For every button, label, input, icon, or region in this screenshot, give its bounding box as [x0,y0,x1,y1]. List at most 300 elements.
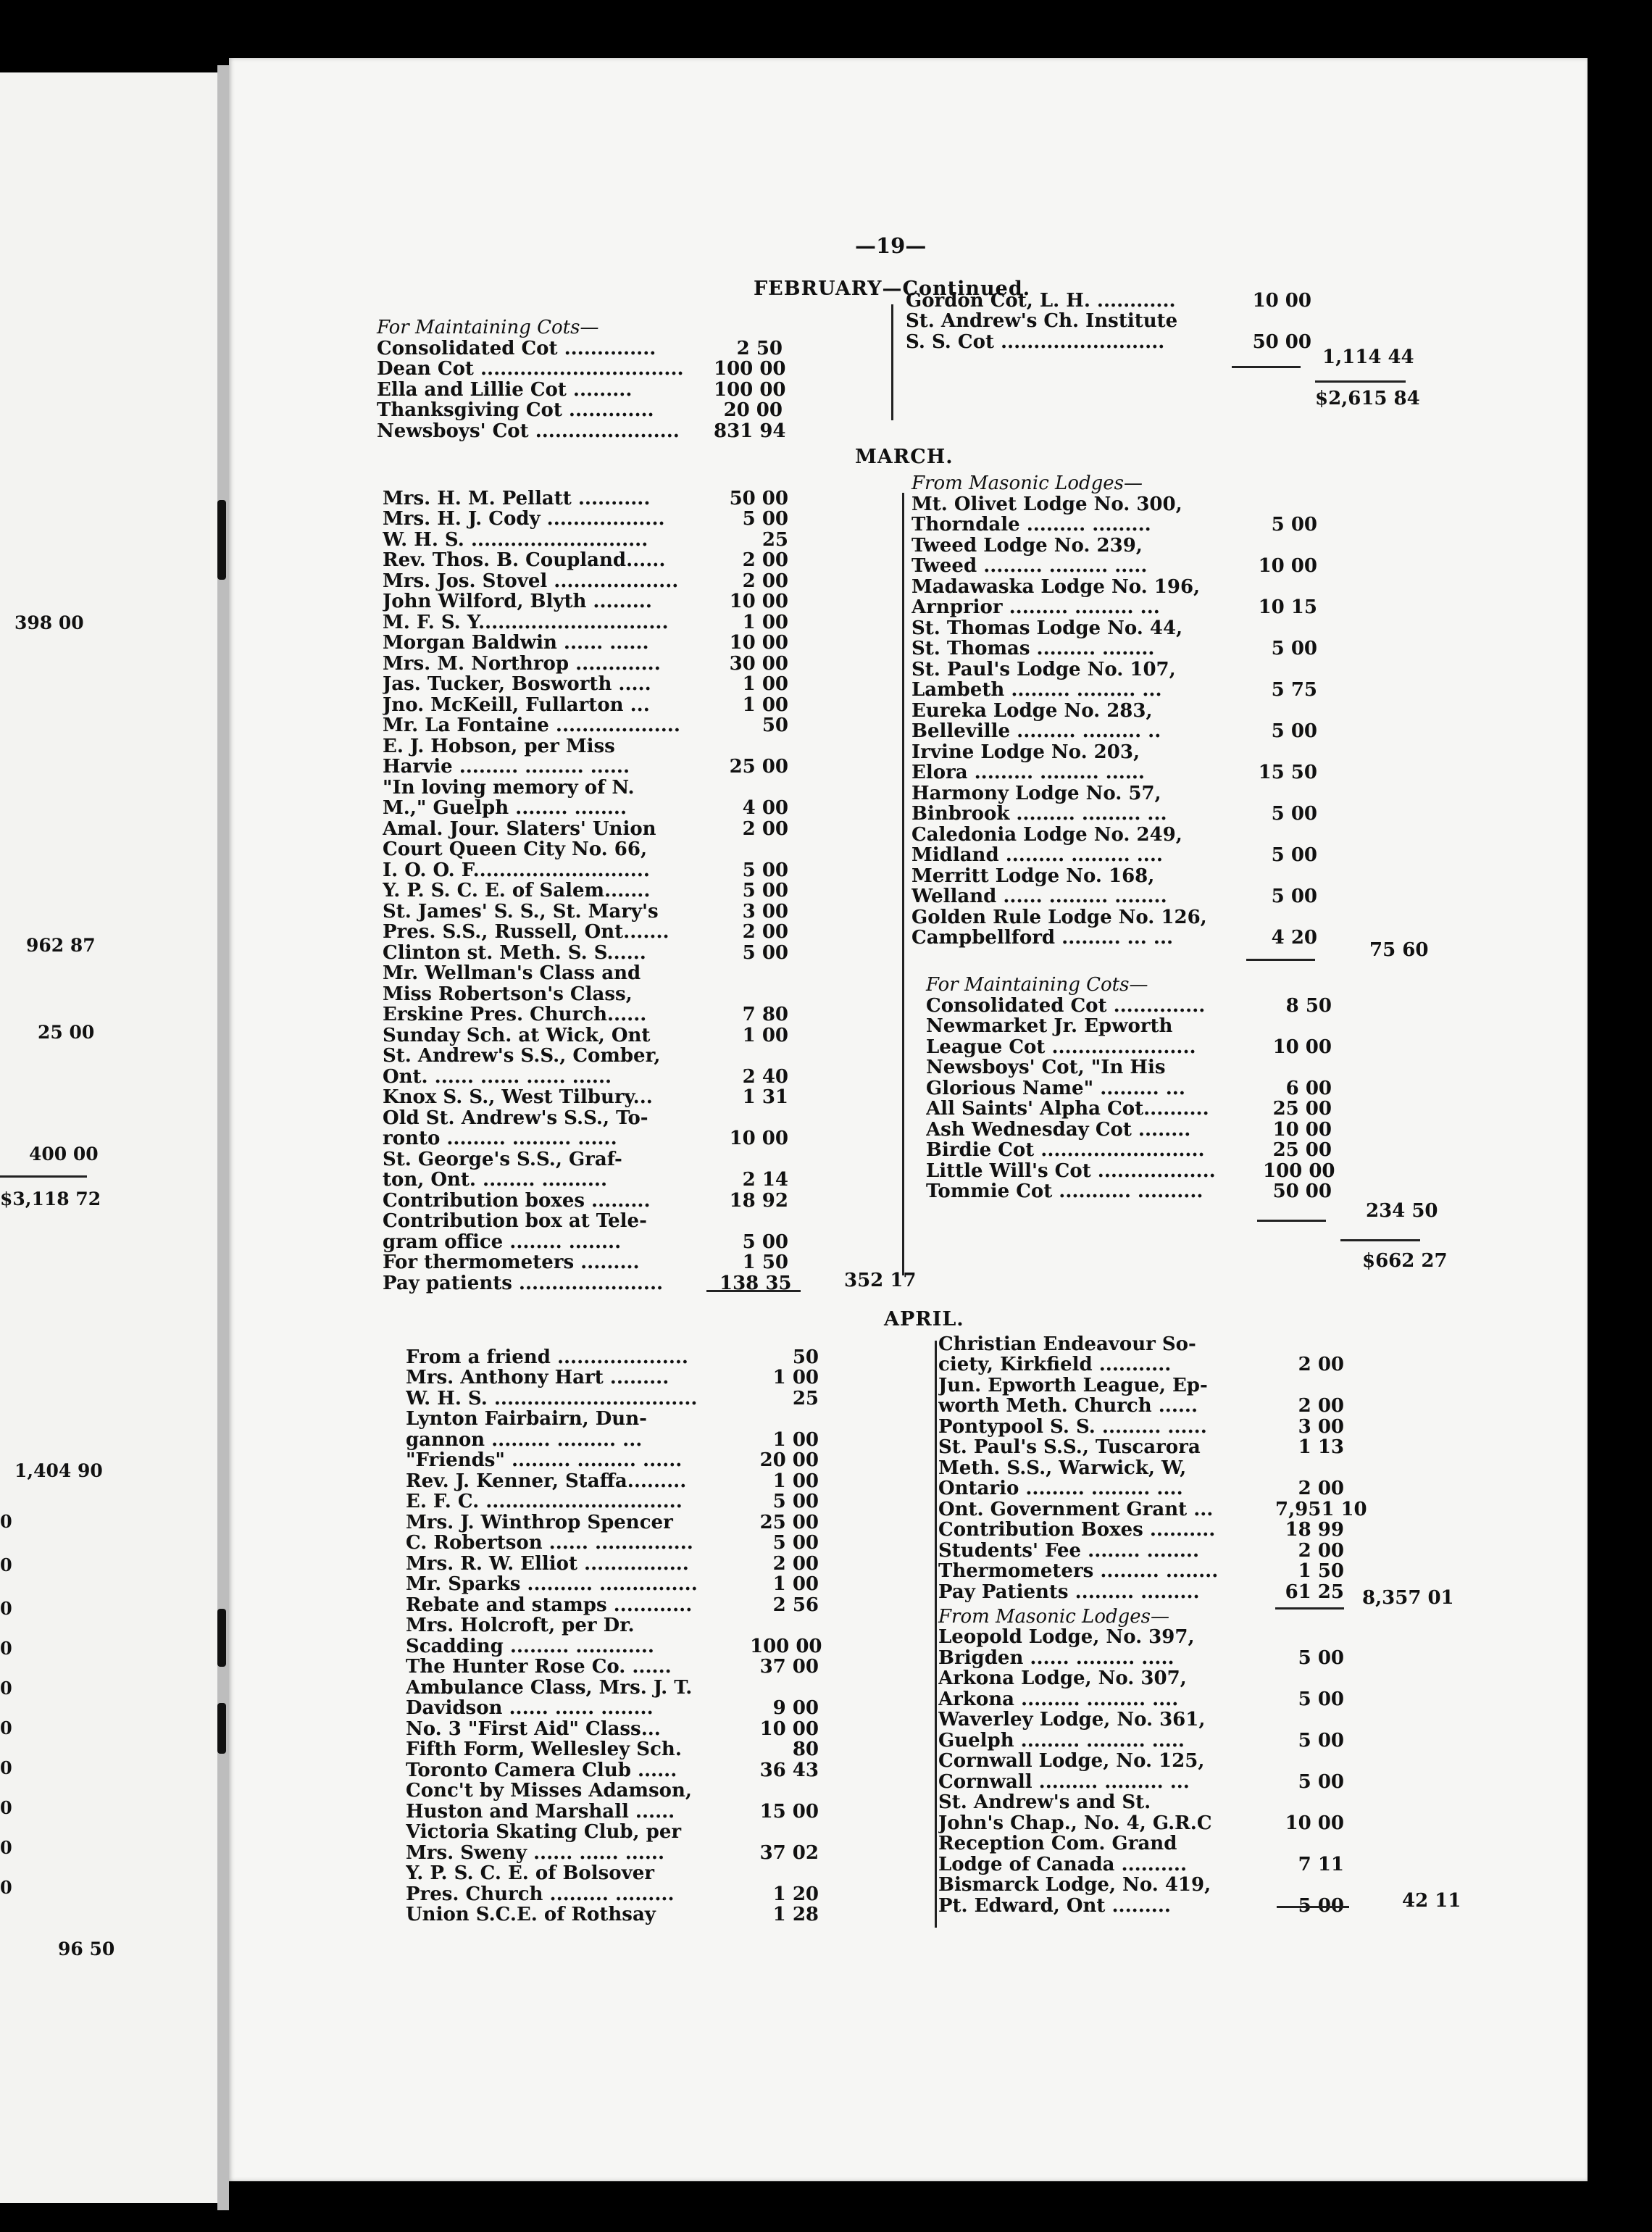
ledger-entry-amount: 1 50 [742,1252,788,1273]
ledger-entry-label: Birdie Cot ......................... [926,1140,1205,1160]
ledger-row [383,757,788,778]
ledger-row [383,1252,788,1273]
ledger-entry-amount: 10 00 [729,1128,788,1149]
ledger-entry-amount: 7 80 [742,1004,788,1025]
ledger-entry-label: Toronto Camera Club ...... [406,1760,677,1781]
march-cots-column [926,974,1335,1202]
page-number: —19— [855,233,927,258]
ledger-entry-label: Lynton Fairbairn, Dun- [406,1409,647,1429]
ledger-row [383,942,788,963]
ledger-entry-amount: 2 56 [772,1594,819,1616]
ledger-entry-label: Merritt Lodge No. 168, [911,865,1155,886]
ledger-row [911,638,1317,659]
ledger-entry-label: Little Will's Cot .................. [926,1160,1216,1181]
ledger-entry-label: Ont. Government Grant ... [938,1499,1214,1520]
ledger-entry-label: Newsboys' Cot, "In His [926,1057,1166,1078]
ledger-row [911,928,1317,949]
march-total: $662 27 [1362,1250,1448,1272]
ledger-entry-label: Ontario ......... ......... .... [938,1478,1183,1499]
sum-rule [1232,366,1301,368]
ledger-entry-amount: 2 14 [742,1169,788,1191]
ledger-entry-label: Students' Fee ........ ........ [938,1540,1200,1561]
ledger-entry-label: gram office ........ ........ [383,1231,622,1252]
ledger-row [406,1677,819,1698]
ledger-row [406,1657,819,1678]
cut-digit: 0 [0,1757,12,1778]
ledger-entry-label: Reception Com. Grand [938,1833,1177,1854]
ledger-entry-amount: 25 [792,1387,819,1409]
ledger-entry-amount: 5 00 [1271,720,1317,742]
ledger-entry-amount: 2 40 [742,1065,788,1088]
ledger-row [383,529,788,550]
ledger-entry-amount: 1 00 [742,673,788,695]
ledger-entry-amount: 4 20 [1271,927,1317,949]
sum-rule [1315,380,1406,383]
ledger-entry-label: Madawaska Lodge No. 196, [911,576,1201,597]
column-divider [902,493,904,1275]
sum-rule [1257,1220,1326,1222]
ledger-entry-amount: 2 00 [772,1552,819,1575]
ledger-entry-amount: 10 15 [1258,596,1317,618]
ledger-entry-amount: 7 11 [1298,1853,1344,1875]
ledger-entry-amount: 10 00 [759,1717,819,1740]
ledger-entry-amount: 10 00 [1252,289,1311,312]
ledger-row [406,1409,819,1430]
ledger-entry-label: St. Paul's S.S., Tuscarora [938,1437,1201,1457]
ledger-row [383,798,788,819]
ledger-entry-label: St. Andrew's Ch. Institute [906,311,1178,331]
ledger-entry-amount: 100 00 [1263,1159,1335,1182]
ledger-entry-label: M.," Guelph ........ ........ [383,798,627,818]
ledger-entry-label: Lambeth ......... ......... ... [911,680,1162,700]
ledger-row [911,535,1317,556]
ledger-row [938,1396,1344,1417]
binding-stitch [217,1609,226,1667]
cut-digit: 0 [0,1837,12,1858]
ledger-entry-label: Erskine Pres. Church...... [383,1004,647,1025]
ledger-row [938,1416,1344,1437]
sum-rule [1246,959,1315,961]
ledger-row [383,1025,788,1046]
ledger-row [383,1087,788,1108]
ledger-entry-label: Contribution Boxes .......... [938,1520,1216,1540]
ledger-row [383,1128,788,1149]
ledger-row [906,290,1311,311]
ledger-entry-label: Davidson ...... ...... ........ [406,1698,654,1718]
ledger-row [938,1561,1344,1582]
ledger-entry-label: Y. P. S. C. E. of Bolsover [406,1863,654,1883]
ledger-entry-label: Thorndale ......... ......... [911,515,1151,535]
ledger-entry-label: Welland ...... ......... ........ [911,886,1167,907]
ledger-row [911,865,1317,886]
ledger-entry-label: Contribution boxes ......... [383,1190,651,1211]
ledger-row [911,659,1317,680]
ledger-entry-label: worth Meth. Church ...... [938,1396,1198,1416]
february-right-column [906,290,1311,352]
ledger-entry-label: E. J. Hobson, per Miss [383,736,615,757]
ledger-entry-label: Miss Robertson's Class, [383,983,633,1004]
ledger-entry-label: St. James' S. S., St. Mary's [383,901,659,922]
column-divider [891,304,893,420]
ledger-entry-label: Mrs. H. J. Cody .................. [383,509,665,529]
ledger-entry-label: Pay patients ...................... [383,1273,664,1294]
ledger-entry-amount: 5 00 [1298,1894,1344,1917]
ledger-entry-amount: 5 00 [742,1230,788,1253]
ledger-entry-label: Glorious Name" ......... ... [926,1078,1185,1099]
ledger-entry-amount: 100 00 [714,378,786,401]
ledger-entry-label: Pres. S.S., Russell, Ont....... [383,922,669,942]
ledger-entry-label: Elora ......... ......... ...... [911,762,1145,783]
ledger-entry-label: ronto ......... ......... ...... [383,1128,617,1149]
ledger-row [383,1170,788,1191]
ledger-entry-amount: 1 28 [772,1904,819,1925]
ledger-entry-amount: 5 00 [1271,886,1317,907]
ledger-row [926,1057,1332,1078]
ledger-entry-amount: 5 75 [1271,679,1317,701]
facing-page-total: $3,118 72 [0,1188,101,1209]
ledger-row [938,1437,1344,1458]
cut-digit: 0 [0,1678,12,1699]
ledger-entry-amount: 1 50 [1298,1560,1344,1582]
ledger-row [406,1781,819,1802]
ledger-entry-label: Christian Endeavour So- [938,1333,1196,1354]
ledger-row [383,715,788,736]
ledger-entry-label: Newmarket Jr. Epworth [926,1016,1173,1036]
ledger-entry-label: Thanksgiving Cot ............. [377,400,654,420]
ledger-entry-label: Campbellford ......... ... ... [911,928,1174,948]
ledger-entry-label: Sunday Sch. at Wick, Ont [383,1025,651,1046]
ledger-row [938,1333,1344,1354]
ledger-entry-amount: 61 25 [1285,1581,1344,1603]
ledger-row [938,1478,1344,1499]
ledger-entry-label: Dean Cot ............................... [377,359,684,379]
ledger-row [406,1822,819,1843]
ledger-row [377,400,783,421]
ledger-row [938,1498,1367,1520]
ledger-row [911,515,1317,536]
ledger-entry-amount: 5 00 [1298,1688,1344,1710]
ledger-entry-amount: 5 00 [1271,638,1317,659]
ledger-entry-amount: 15 00 [759,1800,819,1823]
cut-digit: 0 [0,1511,12,1532]
february-subtotal: 1,114 44 [1322,346,1414,368]
ledger-row [406,1367,819,1388]
ledger-row [383,736,788,757]
ledger-entry-label: St. Andrew's and St. [938,1792,1151,1812]
ledger-entry-label: W. H. S. ............................... [406,1388,698,1409]
ledger-entry-label: Scadding ......... ............ [406,1636,654,1657]
ledger-entry-label: Clinton st. Meth. S. S...... [383,942,646,963]
ledger-entry-label: Old St. Andrew's S.S., To- [383,1107,648,1128]
ledger-row [406,1801,819,1822]
ledger-row [911,783,1317,804]
ledger-row [911,804,1317,825]
ledger-row [911,762,1317,783]
ledger-entry-amount: 2 00 [742,817,788,840]
ledger-row [383,653,788,674]
ledger-row [926,1099,1332,1120]
ledger-entry-label: Rev. Thos. B. Coupland...... [383,550,666,570]
ledger-entry-amount: 20 00 [723,399,783,421]
ledger-entry-amount: 2 00 [1298,1539,1344,1562]
ledger-entry-label: Pt. Edward, Ont ......... [938,1895,1171,1916]
ledger-entry-label: Mrs. R. W. Elliot ................ [406,1553,689,1574]
ledger-entry-amount: 25 00 [729,756,788,778]
ledger-entry-amount: 2 00 [1298,1478,1344,1499]
ledger-entry-label: Ash Wednesday Cot ........ [926,1119,1191,1140]
ledger-entry-label: Mrs. J. Winthrop Spencer [406,1512,673,1533]
ledger-row [938,1457,1344,1478]
ledger-entry-label: gannon ......... ......... ... [406,1429,643,1450]
facing-page-rule [0,1175,87,1178]
ledger-entry-label: Cornwall ......... ......... ... [938,1771,1190,1792]
ledger-entry-label: Waverley Lodge, No. 361, [938,1710,1206,1730]
ledger-entry-amount: 8 50 [1285,994,1332,1017]
ledger-row [383,963,788,984]
book-gutter [217,65,229,2210]
ledger-entry-label: Pay Patients ......... ......... [938,1581,1200,1602]
ledger-entry-label: Thermometers ......... ........ [938,1561,1219,1581]
ledger-row [406,1698,819,1719]
february-heading: FEBRUARY—Continued. [754,278,1031,300]
ledger-entry-label: Pontypool S. S. ......... ...... [938,1416,1207,1437]
ledger-entry-amount: 37 02 [759,1841,819,1864]
ledger-entry-amount: 25 00 [1272,1139,1332,1161]
facing-page-amount: 962 87 [26,935,96,956]
ledger-entry-label: Mt. Olivet Lodge No. 300, [911,494,1182,515]
ledger-entry-label: Midland ......... ......... .... [911,845,1163,865]
ledger-entry-label: Mr. Wellman's Class and [383,963,641,983]
cut-digit: 0 [0,1598,12,1619]
ledger-entry-amount: 1 00 [772,1367,819,1388]
ledger-entry-label: Meth. S.S., Warwick, W, [938,1457,1187,1478]
ledger-row [938,1647,1344,1668]
ledger-row [911,700,1317,721]
ledger-row [911,886,1317,907]
ledger-row [938,1812,1344,1833]
ledger-entry-amount: 1 00 [742,694,788,716]
ledger-entry-label: Morgan Baldwin ...... ...... [383,633,649,653]
ledger-row [938,1375,1344,1396]
ledger-row [911,721,1317,742]
march-cots-total: 234 50 [1366,1200,1438,1222]
ledger-row [383,777,788,798]
ledger-entry-label: Mrs. Jos. Stovel ................... [383,570,679,591]
ledger-entry-amount: 10 00 [1285,1812,1344,1834]
ledger-entry-label: "Friends" ......... ......... ...... [406,1450,683,1470]
ledger-entry-label: Golden Rule Lodge No. 126, [911,907,1207,928]
ledger-row [383,818,788,839]
ledger-entry-amount: 5 00 [772,1532,819,1554]
ledger-row [406,1512,819,1533]
ledger-row [938,1730,1344,1751]
ledger-entry-label: Mr. Sparks .......... ............... [406,1574,698,1594]
ledger-row [938,1792,1344,1813]
ledger-entry-amount: 18 99 [1285,1519,1344,1541]
march-heading: MARCH. [855,446,954,468]
ledger-entry-label: Binbrook ......... ......... ... [911,804,1167,824]
ledger-entry-amount: 5 00 [1298,1646,1344,1669]
facing-page-amount: 398 00 [14,612,84,633]
ledger-entry-label: Court Queen City No. 66, [383,839,648,859]
ledger-entry-amount: 10 00 [1258,555,1317,577]
ledger-entry-label: Brigden ...... ......... ..... [938,1647,1175,1668]
ledger-entry-amount: 4 00 [742,797,788,819]
ledger-row [938,1627,1344,1648]
ledger-entry-label: Pres. Church ......... ......... [406,1883,675,1904]
march-masonic-total: 75 60 [1369,939,1429,961]
february-total: $2,615 84 [1315,388,1420,409]
ledger-entry-amount: 10 00 [729,632,788,654]
ledger-entry-label: Mr. La Fontaine ................... [383,715,680,736]
ledger-row [383,1190,788,1211]
ledger-entry-amount: 5 00 [742,508,788,530]
ledger-row [938,1540,1344,1561]
ledger-row [383,1046,788,1067]
ledger-row [406,1594,819,1615]
cut-digit: 0 [0,1797,12,1818]
ledger-row [911,556,1317,577]
ledger-entry-amount: 50 00 [729,487,788,509]
ledger-entry-amount: 5 00 [1271,844,1317,866]
ledger-row [938,1710,1344,1731]
march-left-column [383,487,792,1294]
ledger-entry-label: Bismarck Lodge, No. 419, [938,1875,1211,1895]
ledger-row [906,331,1311,352]
ledger-entry-label: Ella and Lillie Cot ......... [377,379,633,400]
ledger-entry-label: The Hunter Rose Co. ...... [406,1657,672,1677]
ledger-entry-label: St. George's S.S., Graf- [383,1149,622,1170]
ledger-row [383,922,788,943]
ledger-row [383,983,788,1004]
ledger-entry-amount: 9 00 [772,1697,819,1719]
ledger-entry-label: Irvine Lodge No. 203, [911,741,1140,762]
column-divider [935,1341,937,1928]
ledger-entry-label: For thermometers ......... [383,1252,640,1273]
ledger-entry-amount: 20 00 [759,1449,819,1471]
ledger-row [383,674,788,695]
ledger-entry-label: Gordon Cot, L. H. ............ [906,290,1176,311]
ledger-row [383,901,788,922]
ledger-row [926,1016,1332,1037]
ledger-entry-amount: 36 43 [759,1759,819,1781]
ledger-entry-label: Harmony Lodge No. 57, [911,783,1161,804]
ledger-row [406,1739,819,1760]
ledger-entry-label: All Saints' Alpha Cot.......... [926,1099,1209,1119]
ledger-entry-label: John Wilford, Blyth ......... [383,591,652,612]
ledger-entry-label: ciety, Kirkfield ........... [938,1354,1172,1375]
ledger-row [383,570,788,591]
ledger-row [406,1883,819,1904]
ledger-entry-amount: 100 00 [714,358,786,380]
ledger-entry-amount: 15 50 [1258,762,1317,783]
ledger-entry-label: Jun. Epworth League, Ep- [938,1375,1208,1396]
ledger-row [911,741,1317,762]
ledger-row [383,550,788,571]
ledger-row [383,1211,788,1232]
ledger-entry-label: Mrs. Anthony Hart ......... [406,1367,669,1388]
ledger-entry-label: Union S.C.E. of Rothsay [406,1904,656,1925]
ledger-entry-label: Mrs. Holcroft, per Dr. [406,1615,635,1636]
ledger-entry-label: I. O. O. F........................... [383,859,650,880]
ledger-row [383,509,788,530]
ledger-row [926,995,1332,1016]
ledger-row [938,1833,1344,1854]
ledger-row [911,845,1317,866]
ledger-row [406,1553,819,1574]
ledger-row [377,420,786,442]
binding-stitch [217,500,226,580]
ledger-row [406,1533,819,1554]
ledger-entry-amount: 10 00 [1272,1118,1332,1141]
ledger-entry-amount: 3 00 [742,900,788,923]
ledger-row [938,1354,1344,1375]
ledger-entry-label: Mrs. H. M. Pellatt ........... [383,488,651,509]
section-subheading: For Maintaining Cots— [377,317,599,338]
ledger-entry-amount: 1 00 [772,1470,819,1492]
sum-rule [1275,1607,1344,1610]
ledger-row [383,880,788,901]
ledger-entry-label: Lodge of Canada .......... [938,1854,1188,1875]
ledger-entry-amount: 2 00 [1298,1395,1344,1417]
ledger-row [926,1119,1332,1140]
ledger-row [383,633,788,654]
ledger-row [406,1615,819,1636]
ledger-row [926,1036,1332,1057]
ledger-entry-amount: 50 [762,715,788,736]
ledger-row [406,1863,819,1884]
sum-rule [706,1290,801,1292]
ledger-entry-label: Knox S. S., West Tilbury... [383,1087,653,1107]
ledger-entry-label: From a friend .................... [406,1346,688,1367]
ledger-entry-label: John's Chap., No. 4, G.R.C [938,1812,1212,1833]
ledger-entry-amount: 25 00 [759,1511,819,1533]
ledger-row [406,1904,819,1925]
ledger-row [906,311,1311,332]
ledger-entry-amount: 25 00 [1272,1098,1332,1120]
cut-digit: 0 [0,1717,12,1738]
ledger-entry-amount: 5 00 [742,880,788,901]
april-masonic-total: 42 11 [1402,1890,1461,1912]
facing-page-amount: 400 00 [29,1144,99,1165]
ledger-entry-amount: 1 20 [772,1883,819,1905]
ledger-row [406,1842,819,1863]
ledger-entry-amount: 5 00 [742,859,788,881]
ledger-entry-label: Jno. McKeill, Fullarton ... [383,694,650,715]
ledger-row [911,907,1317,928]
section-subheading: From Masonic Lodges— [938,1605,1169,1628]
ledger-entry-amount: 10 00 [1272,1036,1332,1058]
april-heading: APRIL. [884,1308,964,1331]
ledger-row [911,824,1317,845]
ledger-entry-amount: 5 00 [1298,1770,1344,1793]
ledger-row [383,1149,788,1170]
ledger-row [406,1429,819,1450]
ledger-entry-amount: 5 00 [742,941,788,964]
ledger-entry-label: Cornwall Lodge, No. 125, [938,1751,1205,1771]
ledger-entry-amount: 2 50 [736,337,783,359]
ledger-entry-label: Conc't by Misses Adamson, [406,1781,692,1801]
ledger-row [383,488,788,509]
section-subheading: For Maintaining Cots— [926,974,1148,996]
ledger-entry-label: League Cot ...................... [926,1036,1196,1057]
ledger-entry-label: Arkona ......... ......... .... [938,1688,1179,1710]
ledger-entry-label: Arkona Lodge, No. 307, [938,1668,1187,1688]
march-left-total: 352 17 [844,1270,917,1291]
ledger-row [406,1388,819,1409]
ledger-row [377,378,786,401]
ledger-entry-label: Caledonia Lodge No. 249, [911,824,1182,845]
